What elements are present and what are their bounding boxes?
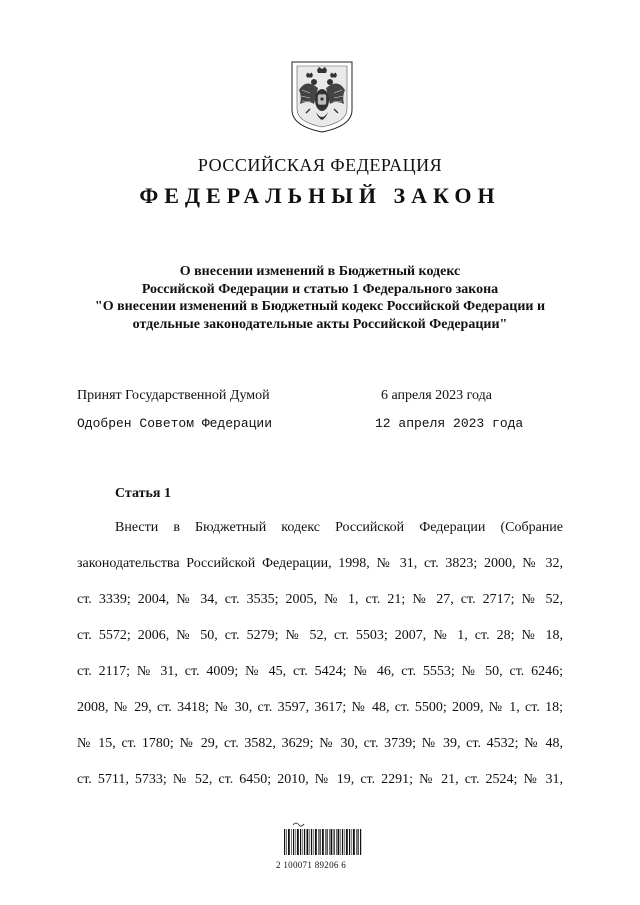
country-heading: РОССИЙСКАЯ ФЕДЕРАЦИЯ	[197, 155, 443, 175]
barcode-number: 2 100071 89206 6	[276, 860, 347, 870]
law-type-heading: ФЕДЕРАЛЬНЫЙ ЗАКОН	[139, 183, 501, 208]
article-text-line: ст. 5711, 5733; № 52, ст. 6450; 2010, № 19, ст. 2291; № 21, ст. 2524; № 31,	[77, 772, 563, 787]
law-subject-title	[60, 263, 580, 333]
document-barcode	[283, 821, 363, 857]
coat-of-arms-emblem	[288, 60, 356, 134]
article-text-line: ст. 3339; 2004, № 34, ст. 3535; 2005, № 1, ст. 21; № 27, ст. 2717; № 52,	[77, 592, 563, 607]
article-text-line: ст. 5572; 2006, № 50, ст. 5279; № 52, ст. 5503; 2007, № 1, ст. 28; № 18,	[77, 628, 563, 643]
subject-line: "О внесении изменений в Бюджетный кодекс Российской Федерации и	[94, 299, 546, 314]
article-text-line: Внести в Бюджетный кодекс Российской Федерации (Собрание	[115, 520, 563, 535]
article-text-line: законодательства Российской Федерации, 1998, № 31, ст. 3823; 2000, № 32,	[77, 556, 563, 571]
subject-line: Российской Федерации и статью 1 Федерального закона	[141, 281, 499, 297]
council-approval-date: 12 апреля 2023 года	[375, 416, 524, 431]
subject-line: О внесении изменений в Бюджетный кодекс	[179, 264, 461, 279]
duma-adoption-date: 6 апреля 2023 года	[381, 388, 492, 403]
council-approval-label: Одобрен Советом Федерации	[77, 416, 273, 431]
article-title: Статья 1	[115, 486, 171, 501]
article-text-line: № 15, ст. 1780; № 29, ст. 3582, 3629; № 30, ст. 3739; № 39, ст. 4532; № 48,	[77, 736, 563, 751]
article-text-line: ст. 2117; № 31, ст. 4009; № 45, ст. 5424; № 46, ст. 5553; № 50, ст. 6246;	[77, 664, 563, 679]
subject-line: отдельные законодательные акты Российской Федерации"	[132, 316, 508, 332]
duma-adoption-label: Принят Государственной Думой	[77, 388, 270, 403]
article-text-line: 2008, № 29, ст. 3418; № 30, ст. 3597, 3617; № 48, ст. 5500; 2009, № 1, ст. 18;	[77, 700, 563, 715]
